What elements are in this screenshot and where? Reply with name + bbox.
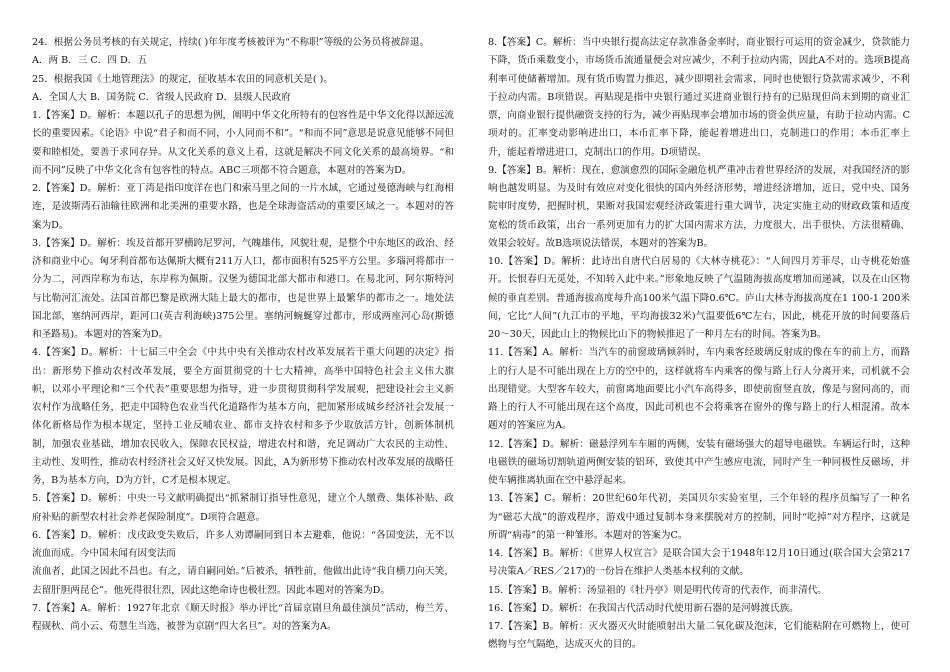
answer-9: 9.【答案】B。解析：现在，愈演愈烈的国际金融危机严重冲击着世界经济的发展，对我国经济的影响也越发明显。为及时有效应对变化很快的国内外经济形势，增进经济增加，近日，党中央、国务院审时度势，把握时机，果断对我国宏观经济政策进行重大调节，决定实施主动的财政政策和适度宽松的货币政策，出台一系列更加有力的扩大国内需求方法，力度很大、出手很快、方法很精确、效果会较好。故B选项说法错误，本题对的答案为B。: [488, 164, 910, 249]
answer-2: 2.【答案】D。解析：亚丁湾是指印度洋在也门和索马里之间的一片水域，它通过曼德海峡与红海相连，是波斯湾石油输往欧洲和北美洲的重要水路，也是全球海盗活动的重要区域之一。本题对的答案为D。: [32, 183, 454, 231]
answer-8: 8.【答案】C。解析：当中央银行提高法定存款准备金率时，商业银行可运用的资金减少，贷款能力下降，货币乘数变小，市场货币流通量便会对应减少，不利于拉动内需，因此A不对的。选项B提高利率可使储蓄增加。现有货币购置力推迟，减少即期社会需求，同时也使银行贷款需求减少，不利于拉动内需。B项错误。再贴现是指中央银行通过买进商业银行持有的已贴现但尚未到期的商业汇票，向商业银行提供融资支持的行为，减少再贴现率会增加市场的资金供应量，有助于拉动内需。C项对的。汇率变动影响进出口，本币汇率下降，能起着增进出口，克制进口的作用；本币汇率上升，能起着增进进口，克制出口的作用。D项错误。: [488, 37, 910, 158]
answer-11: 11.【答案】A。解析：当汽车的前窗玻璃倾斜时，车内乘客经玻璃反射成的像在车的前上方，而路上的行人是不可能出现在上方的空中的，这样就将车内乘客的像与路上行人分离开来，司机就不会出现错觉。大型客车较大，前窗离地面要比小汽车高得多，即使前窗竖直放，像是与窗同高的，而路上的行人不可能出现在这个高度，因此司机也不会将乘客在窗外的像与路上的行人相混淆。故本题对的答案应为A。: [488, 347, 910, 432]
options-24: A．两 B．三 C．四 D．五: [32, 55, 147, 67]
answer-6-continued: 流血者，此国之因此不昌也。有之，请自嗣同始。”后被杀，牺牲前，他做出此诗“我自横刀向天笑，去留肝胆两昆仑”。他死得很壮烈，因此这绝命诗也极壮烈。因此本题对的答案为D。: [32, 566, 454, 596]
answer-1: 1.【答案】D。解析：本题以孔子的思想为例，阐明中华文化所特有的包容性是中华文化得以源远流长的重要因素。《论语》中说“君子和而不同，小人同而不和”。“和而不同”意思是说意见能够不同但要和睦相处，要善于求同存异。从文化关系的意义上看，这就是解决不同文化关系的最高境界。“和而不同”反映了中华文化含有包容性的特点。ABC三项都不符合题意，本题对的答案为D。: [32, 110, 454, 176]
answer-3: 3.【答案】D。解析：埃及首都开罗横跨尼罗河，气魄雄伟，风貌壮观，是整个中东地区的政治、经济和商业中心。匈牙利首都布达佩斯大概有211万人口，都市面积有525平方公里。多瑙河将都市一分为二，河西岸称为布达，东岸称为佩斯。汉堡为德国北部大都市和港口。在易北河、阿尔斯特河与比勒河汇流处。法国首都巴黎是欧洲大陆上最大的都市，也是世界上最繁华的都市之一。地处法国北部，塞纳河西岸，距河口(英吉利海峡)375公里。塞纳河蜿蜒穿过都市，形成两座河心岛(斯德和圣路易)。本题对的答案为D。: [32, 237, 454, 340]
answer-13: 13.【答案】C。解析：20世纪60年代初，美国贝尔实验室里，三个年轻的程序员编写了一种名为“磁芯大战”的游戏程序，游戏中通过复制本身来摆脱对方的控制，同时“吃掉”对方程序，这就是所谓“病毒”的第一种雏形。本题对的答案为C。: [488, 493, 910, 541]
left-column: [32, 34, 454, 636]
answer-5: 5.【答案】D。解析：中央一号文献明确提出“抓紧制订指导性意见，建立个人缴费、集体补贴、政府补贴的新型农村社会养老保险制度”。D项符合题意。: [32, 493, 454, 523]
answer-17: 17.【答案】B。解析：灭火器灭火时能喷射出大量二氧化碳及泡沫，它们能粘附在可燃物上，使可燃物与空气隔绝，达成灭火的目的。: [488, 621, 910, 651]
answer-16: 16.【答案】D。解析：在我国古代活动时代使用新石器的是河姆渡氏族。: [488, 602, 799, 614]
answer-10: 10.【答案】D。解析：此诗出自唐代白居易的《大林寺桃花》：“人间四月芳菲尽，山寺桃花始盛开。长恨春归无觅处，不知转入此中来。”形象地反映了气温随海拔高度增加而递减，以及在山区物候的垂直差别。普通海拔高度每升高100米气温下降0.6℃。庐山大林寺海拔高度在1 100-1 200米间，它比“人间”(九江市的平地，平均海拔32米)气温要低6℃左右，因此，桃花开放的时间要落后20～30天，因此山上的物候比山下的物候推迟了一种月左右的时间。答案为B。: [488, 256, 910, 340]
answer-12: 12.【答案】D。解析：磁悬浮列车车厢的两侧，安装有磁场强大的超导电磁铁。车辆运行时，这种电磁铁的磁场切割轨道两侧安装的铝环，致使其中产生感应电流，同时产生一种同极性反磁场，并使车辆推离轨面在空中悬浮起来。: [488, 438, 910, 486]
answer-7: 7.【答案】A。解析：1927年北京《顺天时报》举办评比“首届京剧旦角最佳演员”活动，梅兰芳、程砚秋、尚小云、荀慧生当选，被誉为京剧“四大名旦”。对的答案为A。: [32, 602, 454, 632]
answer-4: 4.【答案】D。解析：十七届三中全会《中共中央有关推动农村改革发展若干重大问题的决定》指出：新形势下推动农村改革发展，要全方面贯彻党的十七大精神，高举中国特色社会主义伟大旗帜，以邓小平理论和“三个代表”重要思想为指导，进一步贯彻贯彻科学发展观，把建设社会主义新农村作为战略任务，把走中国特色农业当代化道路作为基本方向，把加紧形成城乡经济社会发展一体化新格局作为根本规定，坚持工业反哺农业、都市支持农村和多予少取放活方针，创新体制机制，加强农业基础，增加农民收入，保障农民权益，增进农村和谐，充足调动广大农民的主动性、主动性、发明性，推动农村经济社会又好又快发展。因此，A为新形势下推动农村改革发展的战略任务，B为基本方向，D为方针，C才是根本规定。: [32, 347, 454, 486]
question-24: 24．根据公务员考核的有关规定，持续( )年年度考核被评为“不称职”等级的公务员将被辞退。: [32, 37, 430, 48]
question-25: 25．根据我国《土地管理法》的规定，征收基本农田的同意机关是( )。: [32, 73, 333, 85]
options-25: A．全国人大 B．国务院 C．省级人民政府 D．县级人民政府: [32, 91, 291, 103]
answer-14: 14.【答案】B。解析：《世界人权宣言》是联合国大会于1948年12月10日通过(联合国大会第217号决策A／RES／217)的一份旨在维护人类基本权利的文献。: [488, 548, 910, 578]
right-column: [488, 34, 910, 655]
answer-15: 15.【答案】B。解析：汤显祖的《牡丹亭》则是明代传奇的代表作，而非清代。: [488, 584, 827, 596]
answer-6: 6.【答案】D。解析：戊戌政变失败后，许多人劝谭嗣同到日本去避难，他说：“各国变法，无不以流血而成。今中国未闻有因变法而: [32, 529, 454, 559]
